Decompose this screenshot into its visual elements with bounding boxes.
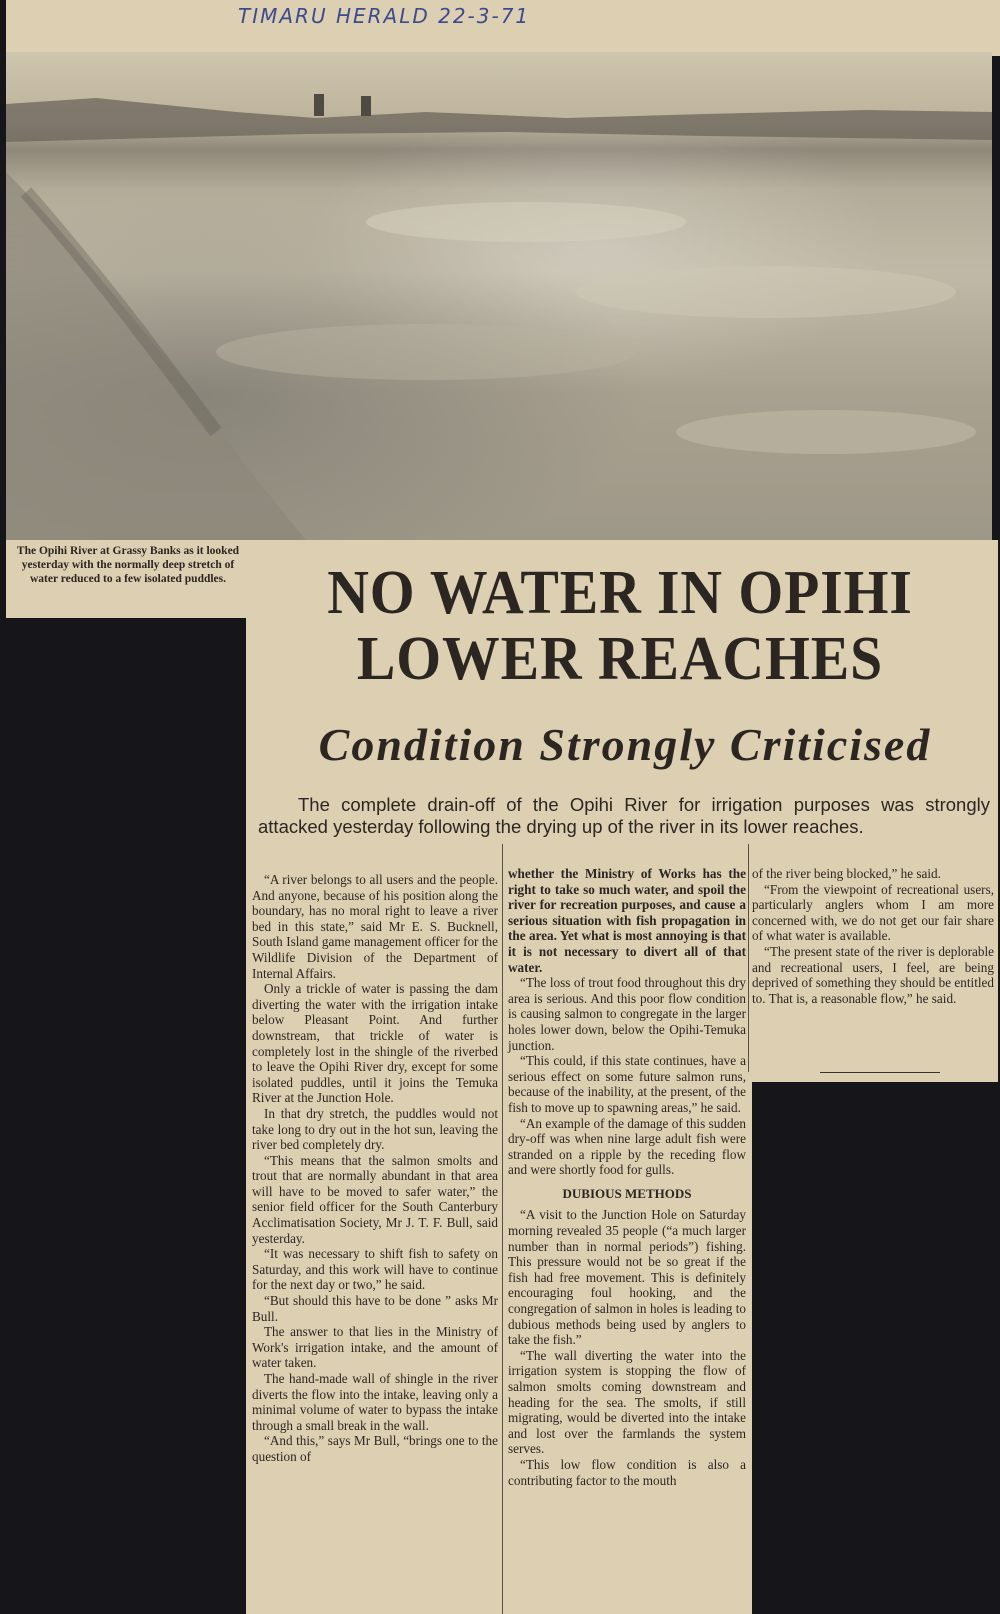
column-divider [502, 844, 503, 1614]
paragraph: “This could, if this state continues, have a serious effect on some future salmon runs, because of the inability, at the present, of the fish to move up to spawning areas,” he said. [508, 1053, 746, 1115]
river-photo [6, 52, 992, 540]
article-column-1 [252, 872, 498, 1465]
paragraph: “A visit to the Junction Hole on Saturday morning revealed 35 people (“a much larger number than in normal periods”) fishing. This pressure would not be so great if the fish had free movement. This is definitely encouraging foul hooking, and the congregation of salmon in holes is leading to dubious methods being used by anglers to take the fish.” [508, 1207, 746, 1348]
article-column-2 [508, 866, 746, 1488]
intro-paragraph: The complete drain-off of the Opihi River for irrigation purposes was strongly attacked yesterday following the drying up of the river in its lower reaches. [258, 794, 990, 837]
section-heading: DUBIOUS METHODS [562, 1185, 692, 1201]
bold-paragraph: whether the Ministry of Works has the right to take so much water, and spoil the river for recreation purposes, and cause a serious situation with fish propagation in the area. Yet what is most annoying is that it is not necessary to divert all of that water. [508, 866, 746, 975]
paragraph: “This low flow condition is also a contributing factor to the mouth [508, 1456, 746, 1488]
paragraph: “From the viewpoint of recreational users, particularly anglers whom I am more concerned with, we do not get our fair share of what water is available. [752, 881, 994, 944]
paragraph: In that dry stretch, the puddles would not take long to dry out in the hot sun, leaving the river bed completely dry. [252, 1105, 498, 1153]
caption-panel [6, 540, 246, 618]
paragraph: “This means that the salmon smolts and trout that are normally abundant in that area will have to be moved to safer water,” the senior field officer for the South Canterbury Acclimatisation Society, Mr J. T. F. Bull, said yesterday. [252, 1152, 498, 1246]
paragraph: “A river belongs to all users and the people. And anyone, because of his position along the boundary, has no moral right to leave a river bed in this state,” said Mr E. S. Bucknell, South Island game management officer for the Wildlife Division of the Department of Internal Affairs. [252, 872, 498, 981]
handwritten-note: TIMARU HERALD 22-3-71 [238, 4, 531, 28]
paragraph: “The wall diverting the water into the irrigation system is stopping the flow of salmon smolts coming downstream and heading for the sea. The smolts, if still migrating, would be diverted into the intake and lost over the farmlands the system serves. [508, 1347, 746, 1457]
article-column-3 [752, 866, 994, 1006]
paragraph: “An example of the damage of this sudden dry-off was when nine large adult fish were stranded on a ripple by the receding flow and were shortly food for gulls. [508, 1115, 746, 1178]
paragraph: “And this,” says Mr Bull, “brings one to the question of [252, 1433, 498, 1464]
paragraph: “The loss of trout food throughout this dry area is serious. And this poor flow condition is causing salmon to congregate in the larger holes lower down, below the Opihi-Temuka junction. [508, 975, 746, 1053]
paragraph: The hand-made wall of shingle in the river diverts the flow into the intake, leaving only a minimal volume of water to bypass the intake through a small break in the wall. [252, 1371, 498, 1433]
paragraph: “But should this have to be done ” asks Mr Bull. [252, 1293, 498, 1324]
column-divider [748, 844, 749, 1072]
end-of-article-rule [820, 1072, 940, 1073]
paragraph: The answer to that lies in the Ministry of Work's irrigation intake, and the amount of water taken. [252, 1324, 498, 1371]
paragraph: Only a trickle of water is passing the dam diverting the water with the irrigation intake below Pleasant Point. And further downstream, that trickle of water is completely lost in the shingle of the riverbed to leave the Opihi River dry, except for some isolated puddles, until it joins the Temuka River at the Junction Hole. [252, 981, 498, 1106]
river-photo-illustration [6, 52, 992, 540]
paragraph: “It was necessary to shift fish to safety on Saturday, and this work will have to continue for the next day or two,” he said. [252, 1246, 498, 1293]
paragraph: “The present state of the river is deplorable and recreational users, I feel, are being deprived of something they should be entitled to. That is, a reasonable flow,” he said. [752, 943, 994, 1006]
paragraph: of the river being blocked,” he said. [752, 866, 941, 881]
headline: NO WATER IN OPIHI LOWER REACHES [327, 559, 913, 693]
photo-caption: The Opihi River at Grassy Banks as it looked yesterday with the normally deep stretch of water reduced to a few isolated puddles. [16, 545, 240, 585]
subheadline: Condition Strongly Criticised [318, 719, 932, 770]
